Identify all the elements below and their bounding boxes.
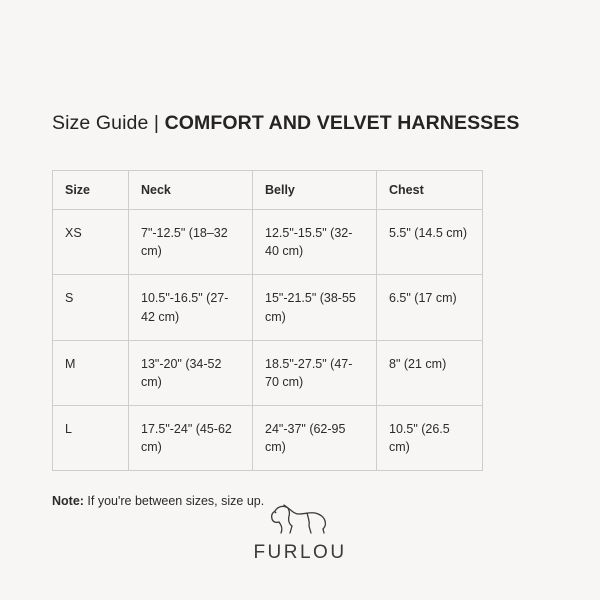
- running-dog-icon: [267, 502, 333, 536]
- size-guide-table: [52, 170, 483, 471]
- column-header-chest: Chest: [377, 171, 483, 210]
- cell-belly: 18.5"-27.5" (47-70 cm): [253, 340, 377, 405]
- size-note-label: Note:: [52, 494, 84, 509]
- cell-chest: 10.5" (26.5 cm): [377, 405, 483, 470]
- table-row: [53, 405, 483, 470]
- table-row: [53, 340, 483, 405]
- cell-neck: 10.5"-16.5" (27-42 cm): [129, 275, 253, 340]
- cell-size: XS: [53, 210, 129, 275]
- page-title-prefix: Size Guide |: [52, 112, 165, 134]
- cell-belly: 12.5"-15.5" (32-40 cm): [253, 210, 377, 275]
- cell-chest: 8" (21 cm): [377, 340, 483, 405]
- page-title: [52, 112, 548, 135]
- cell-size: S: [53, 275, 129, 340]
- brand-block: [0, 502, 600, 564]
- cell-size: M: [53, 340, 129, 405]
- cell-size: L: [53, 405, 129, 470]
- column-header-belly: Belly: [253, 171, 377, 210]
- cell-neck: 17.5"-24" (45-62 cm): [129, 405, 253, 470]
- size-note-text: If you're between sizes, size up.: [83, 494, 265, 509]
- table-row: [53, 210, 483, 275]
- cell-chest: 6.5" (17 cm): [377, 275, 483, 340]
- cell-neck: 7"-12.5" (18–32 cm): [129, 210, 253, 275]
- cell-neck: 13"-20" (34-52 cm): [129, 340, 253, 405]
- table-header-row: [53, 171, 483, 210]
- page-title-main: COMFORT AND VELVET HARNESSES: [164, 112, 520, 134]
- column-header-size: Size: [53, 171, 129, 210]
- brand-name: FURLOU: [253, 542, 347, 563]
- cell-belly: 15"-21.5" (38-55 cm): [253, 275, 377, 340]
- column-header-neck: Neck: [129, 171, 253, 210]
- table-row: [53, 275, 483, 340]
- cell-belly: 24"-37" (62-95 cm): [253, 405, 377, 470]
- cell-chest: 5.5" (14.5 cm): [377, 210, 483, 275]
